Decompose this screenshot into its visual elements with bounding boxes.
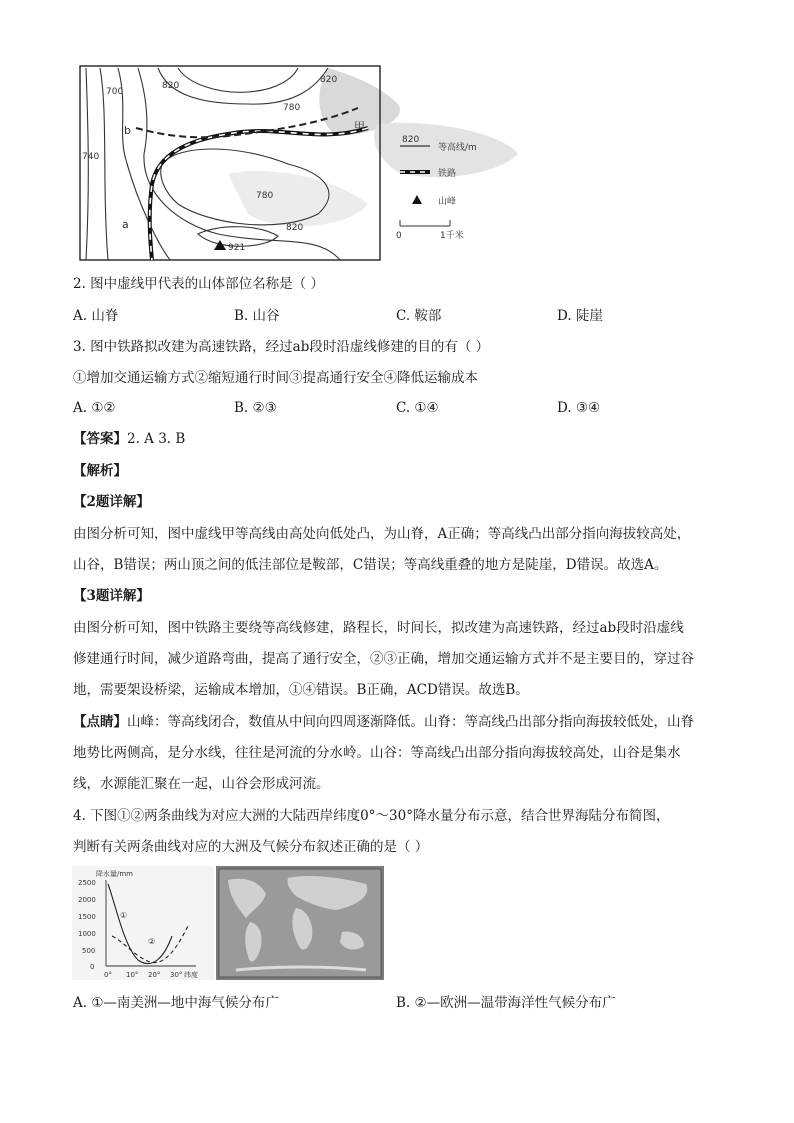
q3-option-d: D. ③④ [557,400,601,416]
tip-label: 【点睛】 [73,714,127,730]
chart-ytick: 1000 [78,930,96,938]
curve-2-label: ② [148,937,156,946]
q2-detail-label: 【2题详解】 [73,494,150,510]
question-4-stem: 4. 下图①②两条曲线为对应大洲的大陆西岸纬度0°～30°降水量分布示意，结合世界海陆分布简图， [73,808,670,824]
chart-xlabel: 纬度 [184,971,198,979]
legend-peak-label: 山峰 [438,197,457,207]
q3-detail-line: 修建通行时间，减少道路弯曲，提高了通行安全，②③正确，增加交通运输方式并不是主要目的，穿过谷 [73,651,694,667]
legend-scale-zero: 0 [396,231,402,241]
answer-row [73,429,185,449]
q3-detail-label: 【3题详解】 [73,588,150,604]
tip-row [73,712,694,732]
contour-label: 820 [162,81,180,91]
topographic-map [78,64,538,264]
q2-option-d: D. 陡崖 [557,308,603,324]
contour-label: 820 [320,75,338,85]
q2-detail-line: 山谷，B错误；两山顶之间的低洼部位是鞍部，C错误；等高线重叠的地方是陡崖，D错误。故选A。 [73,557,668,573]
q3-option-a: A. ①② [73,400,116,416]
chart-ytick: 0 [90,963,95,971]
chart-ytick: 2500 [78,879,96,887]
rainfall-chart [72,866,214,980]
question-3-items: ①增加交通运输方式②缩短通行时间③提高通行安全④降低运输成本 [73,370,478,386]
question-2-stem: 2. 图中虚线甲代表的山体部位名称是（ ） [73,276,324,292]
legend-railway-label: 铁路 [438,169,457,179]
q2-option-c: C. 鞍部 [396,308,442,324]
tip-line: 山峰：等高线闭合，数值从中间向四周逐渐降低。山脊：等高线凸出部分指向海拔较低处，山脊 [127,714,694,730]
contour-label: 700 [106,87,124,97]
q3-option-b: B. ②③ [234,400,277,416]
point-label-a: a [122,218,129,231]
q3-detail-line: 由图分析可知，图中铁路主要绕等高线修建，路程长，时间长，拟改建为高速铁路，经过ab段时沿虚线 [73,620,684,636]
contour-label: 780 [256,191,274,201]
point-label-jia: 甲 [354,120,365,133]
contour-label: 740 [82,152,100,162]
answer-text: 2. A 3. B [127,431,186,447]
analysis-label: 【解析】 [73,463,127,479]
chart-ylabel: 降水量/mm [96,870,133,878]
q3-detail-line: 地，需要架设桥梁，运输成本增加，①④错误。B正确，ACD错误。故选B。 [73,682,529,698]
curve-1-label: ① [120,911,128,920]
q4-option-a: A. ①—南美洲—地中海气候分布广 [73,995,279,1011]
q2-option-b: B. 山谷 [234,308,280,324]
chart-ytick: 500 [82,947,96,955]
chart-xtick: 0° [104,971,112,979]
q4-option-b: B. ②—欧洲—温带海洋性气候分布广 [396,995,616,1011]
peak-elevation: 921 [228,243,246,253]
topographic-map-figure [78,64,538,264]
tip-line: 线，水源能汇聚在一起，山谷会形成河流。 [73,776,330,792]
question-3-stem: 3. 图中铁路拟改建为高速铁路，经过ab段时沿虚线修建的目的有（ ） [73,339,490,355]
q2-option-a: A. 山脊 [73,308,119,324]
chart-xtick: 10° [126,971,139,979]
chart-xtick: 30° [170,971,183,979]
legend-contour-label: 等高线/m [438,143,477,153]
legend-scale-one: 1千米 [440,231,464,241]
chart-ytick: 2000 [78,896,96,904]
point-label-b: b [124,124,131,137]
answer-label: 【答案】 [73,431,127,447]
q3-option-c: C. ①④ [396,400,439,416]
world-land-sea-map [216,866,384,980]
chart-xtick: 20° [148,971,161,979]
question-4-stem: 判断有关两条曲线对应的大洲及气候分布叙述正确的是（ ） [73,839,429,855]
contour-label: 820 [286,223,304,233]
tip-line: 地势比两侧高，是分水线，往往是河流的分水岭。山谷：等高线凸出部分指向海拔较高处，山谷是集水 [73,745,681,761]
legend-contour-value: 820 [402,135,420,145]
q2-detail-line: 由图分析可知，图中虚线甲等高线由高处向低处凸，为山脊，A正确；等高线凸出部分指向海拔较高处， [73,526,691,542]
contour-label: 780 [283,103,301,113]
chart-ytick: 1500 [78,913,96,921]
